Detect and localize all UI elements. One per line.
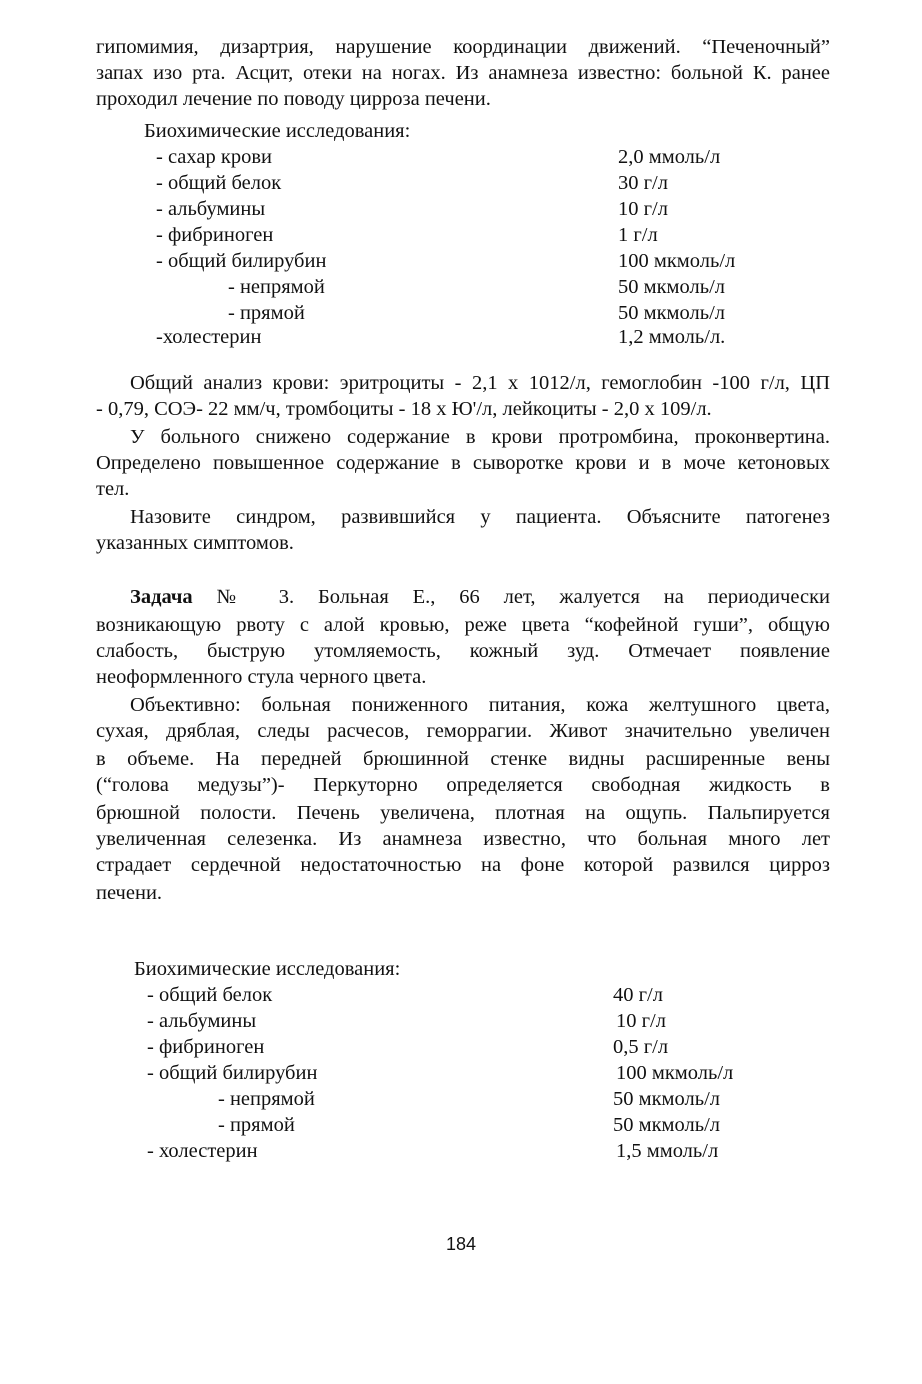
paragraph-line: Общий анализ крови: эритроциты - 2,1 х 1012/л, гемоглобин -100 г/л, ЦП: [130, 372, 830, 394]
paragraph-line: (“голова медузы”)- Перкуторно определяется свободная жидкость в: [96, 774, 830, 796]
biochem-label: - общий белок: [156, 172, 282, 194]
paragraph-line: запах изо рта. Асцит, отеки на ногах. Из анамнеза известно: больной К. ранее: [96, 62, 830, 84]
paragraph-line: страдает сердечной недостаточностью на фоне которой развился цирроз: [96, 854, 830, 876]
task-heading-line: [130, 584, 830, 610]
biochem-label: - непрямой: [228, 276, 325, 298]
biochem-label: - прямой: [218, 1114, 295, 1136]
paragraph-line: слабость, быструю утомляемость, кожный зуд. Отмечает появление: [96, 640, 830, 662]
paragraph-line: Назовите синдром, развившийся у пациента. Объясните патогенез: [130, 506, 830, 528]
paragraph-line: увеличенная селезенка. Из анамнеза известно, что больная много лет: [96, 828, 830, 850]
biochem-label: - общий билирубин: [147, 1062, 318, 1084]
biochem-heading: Биохимические исследования:: [134, 958, 401, 980]
paragraph-line: Определено повышенное содержание в сыворотке крови и в моче кетоновых: [96, 452, 830, 474]
biochem-label: - прямой: [228, 302, 305, 324]
biochem-label: - фибриноген: [147, 1036, 265, 1058]
paragraph-line: гипомимия, дизартрия, нарушение координации движений. “Печеночный”: [96, 36, 830, 58]
paragraph-line: брюшной полости. Печень увеличена, плотная на ощупь. Пальпируется: [96, 802, 830, 824]
biochem-label: - альбумины: [156, 198, 266, 220]
paragraph-line: в объеме. На передней брюшинной стенке видны расширенные вены: [96, 748, 830, 770]
biochem-label: - холестерин: [147, 1140, 258, 1162]
biochem-value: 50 мкмоль/л: [618, 302, 726, 324]
biochem-value: 10 г/л: [618, 198, 668, 220]
biochem-value: 50 мкмоль/л: [618, 276, 726, 298]
biochem-value: 40 г/л: [613, 984, 663, 1006]
biochem-value: 100 мкмоль/л: [616, 1062, 734, 1084]
paragraph-line: неоформленного стула черного цвета.: [96, 666, 427, 688]
paragraph-line: У больного снижено содержание в крови протромбина, проконвертина.: [130, 426, 830, 448]
task-intro-text: № 3. Больная Е., 66 лет, жалуется на периодически: [192, 586, 830, 608]
biochem-label: - общий билирубин: [156, 250, 327, 272]
biochem-value: 0,5 г/л: [613, 1036, 669, 1058]
biochem-value: 50 мкмоль/л: [613, 1114, 721, 1136]
biochem-value: 50 мкмоль/л: [613, 1088, 721, 1110]
paragraph-line: проходил лечение по поводу цирроза печени.: [96, 88, 491, 110]
biochem-label: - фибриноген: [156, 224, 274, 246]
biochem-label: - непрямой: [218, 1088, 315, 1110]
biochem-label: - альбумины: [147, 1010, 257, 1032]
biochem-value: 10 г/л: [616, 1010, 666, 1032]
biochem-heading: Биохимические исследования:: [144, 120, 411, 142]
page-number: 184: [445, 1234, 477, 1254]
paragraph-line: указанных симптомов.: [96, 532, 294, 554]
task-title: Задача: [130, 586, 193, 608]
paragraph-line: печени.: [96, 882, 163, 904]
biochem-value: 2,0 ммоль/л: [618, 146, 721, 168]
paragraph-line: сухая, дряблая, следы расчесов, геморрагии. Живот значительно увеличен: [96, 720, 830, 742]
biochem-label: - общий белок: [147, 984, 273, 1006]
biochem-value: 100 мкмоль/л: [618, 250, 736, 272]
biochem-value: 1 г/л: [618, 224, 658, 246]
biochem-label: -холестерин: [156, 326, 262, 348]
biochem-value: 30 г/л: [618, 172, 668, 194]
paragraph-line: - 0,79, СОЭ- 22 мм/ч, тромбоциты - 18 х Ю'/л, лейкоциты - 2,0 х 109/л.: [96, 398, 712, 420]
biochem-value: 1,2 ммоль/л.: [618, 326, 726, 348]
biochem-label: - сахар крови: [156, 146, 272, 168]
biochem-value: 1,5 ммоль/л: [616, 1140, 719, 1162]
paragraph-line: Объективно: больная пониженного питания, кожа желтушного цвета,: [130, 694, 830, 716]
paragraph-line: тел.: [96, 478, 130, 500]
paragraph-line: возникающую рвоту с алой кровью, реже цвета “кофейной гуши”, общую: [96, 614, 830, 636]
